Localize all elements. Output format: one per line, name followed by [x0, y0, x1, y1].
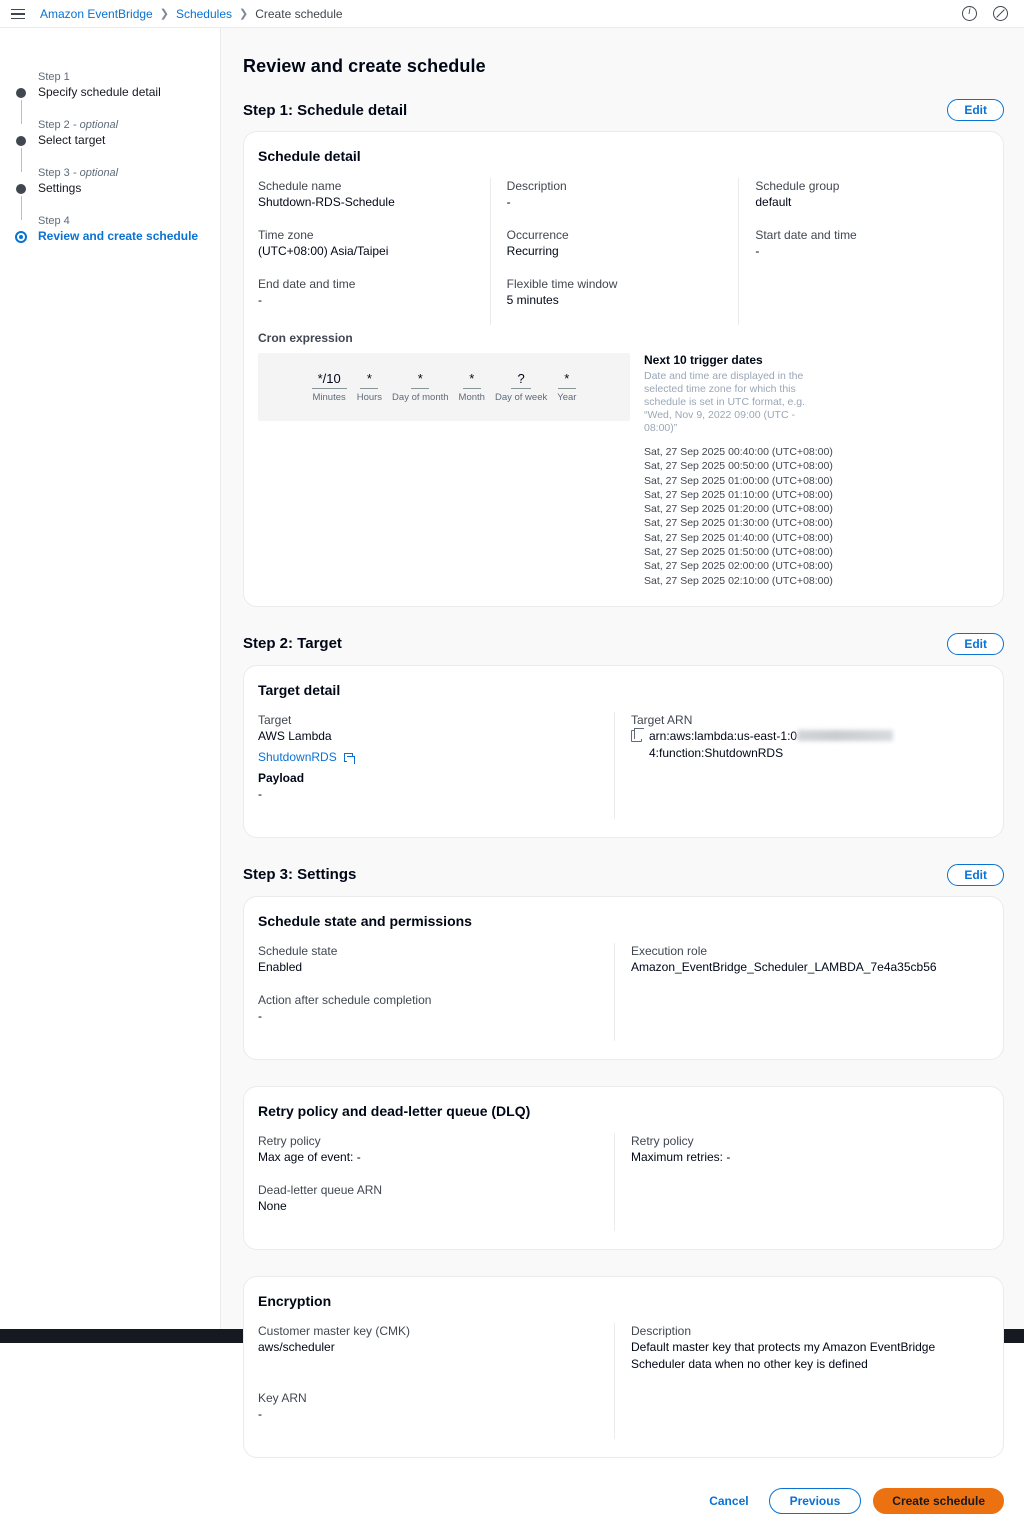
- step-2-number: Step 2: [38, 119, 70, 131]
- step1-heading: Step 1: Schedule detail: [243, 101, 408, 119]
- schedule-state-row: [258, 943, 987, 1041]
- target-label: Target: [258, 712, 292, 727]
- page-layout: [0, 28, 1024, 1508]
- retry-policy-dlq-card: [243, 1086, 1004, 1250]
- maximum-retries-value: Maximum retries: -: [631, 1149, 731, 1164]
- field-flexible-window: [507, 276, 725, 309]
- schedule-state-card-title: Schedule state and permissions: [258, 912, 472, 929]
- wizard-footer-actions: [243, 1484, 1004, 1540]
- cron-field-month: [455, 371, 489, 403]
- step3-section-header: [243, 864, 1004, 886]
- step-dot-icon: [16, 184, 26, 194]
- step-3-optional: - optional: [69, 167, 119, 179]
- trigger-date-item: Sat, 27 Sep 2025 02:10:00 (UTC+08:00): [644, 574, 833, 587]
- time-zone-label: Time zone: [258, 228, 314, 242]
- cmk-label: Customer master key (CMK): [258, 1323, 411, 1338]
- field-schedule-group: [755, 178, 973, 211]
- page-title: Review and create schedule: [243, 56, 486, 76]
- trigger-date-item: Sat, 27 Sep 2025 01:20:00 (UTC+08:00): [644, 503, 833, 516]
- cron-expression-label: Cron expression: [258, 331, 353, 345]
- field-schedule-name: [258, 178, 476, 211]
- trigger-date-item: Sat, 27 Sep 2025 00:50:00 (UTC+08:00): [644, 460, 833, 473]
- key-arn-value: -: [258, 1406, 262, 1421]
- cron-month-value: *: [463, 371, 481, 389]
- target-arn-redacted: [797, 730, 893, 741]
- cron-month-label: Month: [458, 392, 485, 403]
- target-detail-card-title: Target detail: [258, 681, 341, 698]
- trigger-date-item: Sat, 27 Sep 2025 01:00:00 (UTC+08:00): [644, 474, 833, 487]
- cron-field-year: [553, 371, 580, 403]
- step-2-optional: - optional: [69, 119, 119, 131]
- encryption-card-title: Encryption: [258, 1292, 332, 1309]
- cron-field-day-of-week: [491, 371, 551, 403]
- copy-icon[interactable]: [631, 730, 642, 742]
- trigger-date-item: Sat, 27 Sep 2025 01:10:00 (UTC+08:00): [644, 488, 833, 501]
- execution-role-label: Execution role: [631, 943, 708, 958]
- flexible-window-value: 5 minutes: [506, 293, 559, 307]
- max-age-of-event-value: Max age of event: -: [258, 1149, 361, 1164]
- retry-policy-label-right: Retry policy: [631, 1133, 694, 1148]
- info-circle-icon[interactable]: [962, 6, 977, 21]
- schedule-detail-card-title: Schedule detail: [258, 148, 361, 164]
- step2-section-header: [243, 633, 1004, 655]
- field-payload: [258, 770, 600, 803]
- step-1-number: Step 1: [38, 71, 70, 83]
- step-4-title: Review and create schedule: [38, 229, 199, 243]
- trigger-date-item: Sat, 27 Sep 2025 01:40:00 (UTC+08:00): [644, 531, 833, 544]
- field-action-after-completion: [258, 992, 600, 1025]
- schedule-state-permissions-card: [243, 896, 1004, 1060]
- payload-value: -: [258, 786, 262, 801]
- field-retry-policy-max-age: [258, 1133, 600, 1166]
- trigger-date-item: Sat, 27 Sep 2025 01:50:00 (UTC+08:00): [644, 546, 833, 559]
- cron-field-hours: [353, 371, 386, 403]
- main-content: [220, 28, 1024, 1508]
- step-dot-icon: [16, 88, 26, 98]
- schedule-name-value: Shutdown-RDS-Schedule: [258, 195, 395, 209]
- trigger-date-item: Sat, 27 Sep 2025 01:30:00 (UTC+08:00): [644, 517, 833, 530]
- topbar-actions: [962, 6, 1014, 21]
- cron-field-day-of-month: [388, 371, 453, 403]
- target-detail-row: [258, 712, 987, 819]
- breadcrumb: [40, 7, 343, 21]
- retry-policy-label-left: Retry policy: [258, 1133, 321, 1148]
- target-detail-card: [243, 665, 1004, 838]
- target-arn-suffix: 4:function:ShutdownRDS: [649, 745, 784, 760]
- encryption-description-label: Description: [631, 1323, 692, 1338]
- edit-step3-button[interactable]: Edit: [947, 864, 1004, 886]
- field-dlq-arn: [258, 1182, 600, 1215]
- key-arn-label: Key ARN: [258, 1390, 307, 1405]
- payload-label: Payload: [258, 770, 305, 785]
- field-execution-role: [631, 943, 973, 976]
- dlq-arn-label: Dead-letter queue ARN: [258, 1182, 383, 1197]
- cron-year-label: Year: [557, 392, 577, 403]
- breadcrumb-separator-icon: ❯: [239, 8, 249, 20]
- cron-year-value: *: [558, 371, 576, 389]
- step-dot-icon: [16, 136, 26, 146]
- cron-day-of-month-value: *: [411, 371, 429, 389]
- field-target-arn: [631, 712, 973, 762]
- top-navigation-bar: [0, 0, 1024, 28]
- field-encryption-description: [631, 1323, 973, 1373]
- field-target-function-link: [258, 749, 600, 766]
- cron-hours-value: *: [360, 371, 378, 389]
- encryption-card: [243, 1276, 1004, 1458]
- schedule-name-label: Schedule name: [258, 179, 342, 193]
- target-arn-value: [649, 728, 973, 762]
- retry-policy-card-title: Retry policy and dead-letter queue (DLQ): [258, 1102, 531, 1119]
- occurrence-label: Occurrence: [506, 228, 569, 242]
- target-value: AWS Lambda: [258, 728, 332, 743]
- breadcrumb-item-eventbridge[interactable]: Amazon EventBridge: [40, 6, 153, 21]
- cron-and-trigger-dates: [258, 353, 987, 588]
- field-end-date: [258, 276, 476, 309]
- step-4-number: Step 4: [38, 215, 70, 227]
- sidebar-step-1[interactable]: [0, 70, 219, 101]
- cron-day-of-week-value: ?: [511, 371, 530, 389]
- dlq-arn-value: None: [258, 1198, 287, 1213]
- field-time-zone: [258, 227, 476, 260]
- cron-day-of-month-label: Day of month: [392, 392, 449, 403]
- flexible-window-label: Flexible time window: [506, 277, 618, 291]
- wizard-step-list: [0, 70, 219, 245]
- target-arn-prefix: arn:aws:lambda:us-east-1:0: [649, 728, 798, 743]
- step-1-title: Specify schedule detail: [38, 85, 161, 99]
- step1-section-header: [243, 99, 1004, 121]
- execution-role-value: Amazon_EventBridge_Scheduler_LAMBDA_7e4a35cb56: [631, 959, 937, 974]
- sidebar-step-2[interactable]: [0, 118, 219, 149]
- encryption-description-value: Default master key that protects my Amazon EventBridge Scheduler data when no other key is defined: [631, 1339, 936, 1371]
- schedule-group-label: Schedule group: [755, 179, 840, 193]
- schedule-detail-row-1: [258, 178, 987, 325]
- step3-heading: Step 3: Settings: [243, 866, 357, 884]
- retry-policy-row: [258, 1133, 987, 1231]
- cron-minutes-value: */10: [312, 371, 347, 389]
- action-after-completion-value: -: [258, 1008, 262, 1023]
- field-occurrence: [507, 227, 725, 260]
- breadcrumb-item-schedules[interactable]: Schedules: [175, 6, 232, 21]
- create-schedule-button[interactable]: Create schedule: [873, 1488, 1004, 1514]
- end-date-label: End date and time: [258, 277, 356, 291]
- start-date-value: -: [755, 244, 760, 258]
- trigger-date-item: Sat, 27 Sep 2025 02:00:00 (UTC+08:00): [644, 560, 833, 573]
- target-function-link[interactable]: ShutdownRDS: [258, 749, 337, 764]
- field-key-arn: [258, 1390, 600, 1423]
- encryption-row: [258, 1323, 987, 1439]
- cron-hours-label: Hours: [356, 392, 383, 403]
- cron-day-of-week-label: Day of week: [494, 392, 548, 403]
- description-value: -: [506, 195, 511, 209]
- step-dot-icon: [15, 231, 27, 243]
- start-date-label: Start date and time: [755, 228, 857, 242]
- cmk-value: aws/scheduler: [258, 1339, 335, 1354]
- time-zone-value: (UTC+08:00) Asia/Taipei: [258, 244, 389, 258]
- breadcrumb-item-create-schedule: Create schedule: [255, 6, 343, 21]
- next-trigger-dates: [630, 353, 833, 588]
- field-start-date: [755, 227, 973, 260]
- field-customer-master-key: [258, 1323, 600, 1356]
- next-trigger-dates-title: Next 10 trigger dates: [644, 353, 763, 367]
- field-retry-policy-max-retries: [631, 1133, 973, 1166]
- hamburger-icon[interactable]: [10, 6, 26, 22]
- step-3-title: Settings: [38, 181, 82, 195]
- edit-step2-button[interactable]: Edit: [947, 633, 1004, 655]
- field-schedule-state: [258, 943, 600, 976]
- no-entry-circle-icon[interactable]: [993, 6, 1008, 21]
- external-link-icon: [344, 753, 353, 762]
- schedule-detail-card: [243, 131, 1004, 607]
- sidebar-step-3[interactable]: [0, 166, 219, 197]
- step-3-number: Step 3: [38, 167, 70, 179]
- cron-field-minutes: [308, 371, 351, 403]
- action-after-completion-label: Action after schedule completion: [258, 992, 432, 1007]
- schedule-group-value: default: [755, 195, 792, 209]
- step-2-title: Select target: [38, 133, 106, 147]
- schedule-state-label: Schedule state: [258, 943, 338, 958]
- breadcrumb-separator-icon: ❯: [159, 8, 169, 20]
- wizard-sidebar: [0, 28, 220, 1329]
- cancel-button[interactable]: Cancel: [701, 1489, 756, 1513]
- next-trigger-dates-description: Date and time are displayed in the selected time zone for which this schedule is set in UTC format, e.g. “Wed, Nov 9, 2022 09:00 (UTC - 08:00)”: [644, 370, 806, 434]
- schedule-state-value: Enabled: [258, 959, 303, 974]
- previous-button[interactable]: Previous: [769, 1488, 862, 1514]
- end-date-value: -: [258, 293, 262, 307]
- sidebar-step-4[interactable]: [0, 214, 219, 245]
- field-description: [507, 178, 725, 211]
- cron-minutes-label: Minutes: [312, 392, 346, 403]
- description-label: Description: [506, 179, 567, 193]
- step2-heading: Step 2: Target: [243, 635, 342, 653]
- target-arn-label: Target ARN: [631, 712, 693, 727]
- field-target: [258, 712, 600, 745]
- edit-step1-button[interactable]: Edit: [947, 99, 1004, 121]
- occurrence-value: Recurring: [506, 244, 559, 258]
- trigger-date-item: Sat, 27 Sep 2025 00:40:00 (UTC+08:00): [644, 446, 833, 458]
- cron-expression-box: [258, 353, 630, 421]
